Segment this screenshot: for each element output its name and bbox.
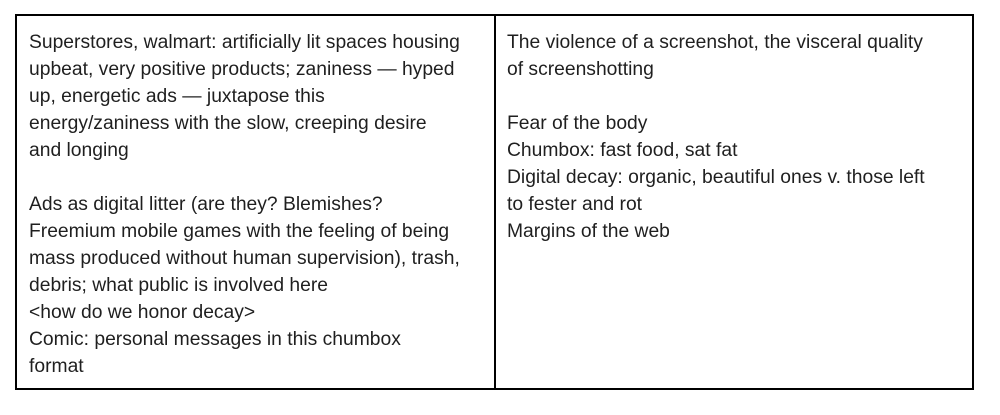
- text-line: Comic: personal messages in this chumbox: [29, 329, 401, 350]
- text-line: debris; what public is involved here: [29, 275, 329, 296]
- left-cell[interactable]: [17, 16, 496, 388]
- text-line: Fear of the body: [507, 113, 648, 134]
- text-line: The violence of a screenshot, the visceral quality: [507, 32, 923, 53]
- text-line: upbeat, very positive products; zaniness — hyped: [29, 59, 455, 80]
- text-line: of screenshotting: [507, 59, 654, 80]
- text-line: up, energetic ads — juxtapose this: [29, 86, 325, 107]
- right-cell[interactable]: [496, 16, 972, 388]
- text-line: Digital decay: organic, beautiful ones v. those left: [507, 167, 925, 188]
- text-line: mass produced without human supervision), trash,: [29, 248, 460, 269]
- text-line: to fester and rot: [507, 194, 643, 215]
- text-line: and longing: [29, 140, 129, 161]
- text-line: Ads as digital litter (are they? Blemishes?: [29, 194, 383, 215]
- notes-table: [15, 14, 974, 390]
- text-line: energy/zaniness with the slow, creeping desire: [29, 113, 427, 134]
- text-line: Freemium mobile games with the feeling of being: [29, 221, 450, 242]
- text-line: <how do we honor decay>: [29, 302, 256, 323]
- text-line: Margins of the web: [507, 221, 670, 242]
- text-line: Superstores, walmart: artificially lit spaces housing: [29, 32, 460, 53]
- text-line: format: [29, 356, 84, 377]
- blank-line: [507, 83, 972, 110]
- blank-line: [29, 164, 494, 191]
- text-line: Chumbox: fast food, sat fat: [507, 140, 738, 161]
